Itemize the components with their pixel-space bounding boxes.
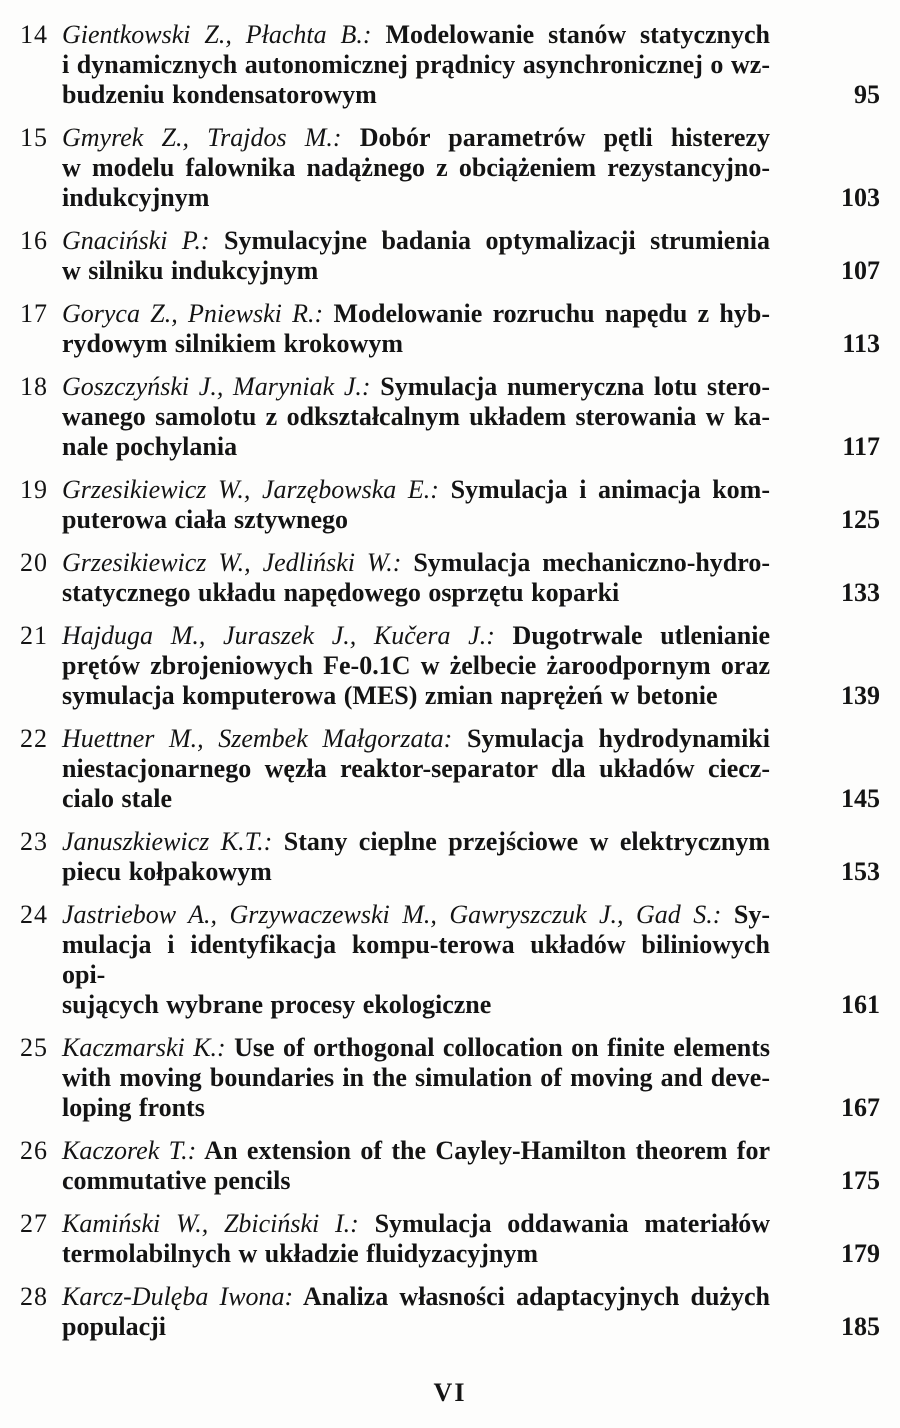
entry-title-first-line: An extension of the Cayley-Hamilton theorem for: [204, 1136, 770, 1165]
entry-title-first-line: Modelowanie rozruchu napędu z hyb-: [333, 299, 771, 328]
toc-entry: [20, 226, 880, 286]
entry-line: symulacja komputerowa (MES) zmian naprężeń w betonie: [62, 681, 718, 710]
entry-page-number: 113: [842, 329, 880, 358]
entry-number: 15: [20, 123, 48, 152]
entry-authors: Gmyrek Z., Trajdos M.:: [62, 123, 342, 152]
entry-line: sujących wybrane procesy ekologiczne: [62, 990, 492, 1019]
entry-page-number: 117: [842, 432, 880, 461]
toc-entry: [20, 372, 880, 462]
entry-number: 26: [20, 1136, 48, 1165]
entry-text: [62, 548, 770, 608]
entry-page-number: 175: [841, 1166, 880, 1195]
entry-line: budzeniu kondensatorowym: [62, 80, 377, 109]
entry-authors: Januszkiewicz K.T.:: [62, 827, 273, 856]
entry-page-number: 145: [841, 784, 880, 813]
entry-authors: Jastriebow A., Grzywaczewski M., Gawryszczuk J., Gad S.:: [62, 900, 722, 929]
entry-authors: Kaczorek T.:: [62, 1136, 197, 1165]
entry-line-1: [62, 724, 770, 754]
entry-text: [62, 1136, 770, 1196]
entry-title-first-line: Symulacja numeryczna lotu stero-: [380, 372, 771, 401]
entry-line-1: [62, 226, 770, 256]
entry-line: nale pochylania: [62, 432, 238, 461]
entry-authors: Goszczyński J., Maryniak J.:: [62, 372, 371, 401]
entry-line: cialo stale: [62, 784, 173, 813]
entry-line-1: [62, 548, 770, 578]
entry-page-number: 107: [841, 256, 880, 285]
entry-authors: Kamiński W., Zbiciński I.:: [62, 1209, 359, 1238]
entry-text: [62, 20, 770, 110]
entry-page-number: 185: [841, 1312, 880, 1341]
entry-page-number: 133: [841, 578, 880, 607]
entry-line-1: [62, 1282, 770, 1312]
entry-line: termolabilnych w układzie fluidyzacyjnym: [62, 1239, 539, 1268]
toc-entries: [20, 20, 880, 1355]
entry-line-1: [62, 123, 770, 153]
toc-entry: [20, 123, 880, 213]
entry-text: [62, 621, 770, 711]
toc-entry: [20, 475, 880, 535]
toc-entry: [20, 1282, 880, 1342]
entry-page-number: 179: [841, 1239, 880, 1268]
entry-line: statycznego układu napędowego osprzętu koparki: [62, 578, 620, 607]
entry-title-first-line: Use of orthogonal collocation on finite elements: [234, 1033, 771, 1062]
entry-page-number: 95: [854, 80, 880, 109]
entry-text: [62, 475, 770, 535]
entry-authors: Grzesikiewicz W., Jarzębowska E.:: [62, 475, 439, 504]
entry-text: [62, 299, 770, 359]
entry-text: [62, 1209, 770, 1269]
entry-line-1: [62, 1033, 770, 1063]
entry-line: puterowa ciała sztywnego: [62, 505, 349, 534]
entry-line: w silniku indukcyjnym: [62, 256, 319, 285]
entry-line-1: [62, 621, 770, 651]
entry-text: [62, 900, 770, 1020]
entry-page-number: 103: [841, 183, 880, 212]
entry-line: indukcyjnym: [62, 183, 210, 212]
entry-text: [62, 827, 770, 887]
entry-line: mulacja i identyfikacja kompu-terowa układów biliniowych opi-: [62, 930, 770, 989]
entry-number: 28: [20, 1282, 48, 1311]
entry-line-1: [62, 372, 770, 402]
entry-authors: Gnaciński P.:: [62, 226, 210, 255]
entry-text: [62, 1033, 770, 1123]
toc-entry: [20, 1033, 880, 1123]
entry-title-first-line: Symulacja oddawania materiałów: [374, 1209, 771, 1238]
entry-number: 21: [20, 621, 48, 650]
entry-line: w modelu falownika nadążnego z obciążeniem rezystancyjno-: [62, 153, 770, 182]
toc-entry: [20, 548, 880, 608]
entry-authors: Kaczmarski K.:: [62, 1033, 226, 1062]
entry-number: 27: [20, 1209, 48, 1238]
entry-title-first-line: Dugotrwale utlenianie: [512, 621, 770, 650]
entry-number: 16: [20, 226, 48, 255]
entry-line: wanego samolotu z odkształcalnym układem sterowania w ka-: [62, 402, 770, 431]
entry-line-1: [62, 1209, 770, 1239]
toc-entry: [20, 20, 880, 110]
entry-line: populacji: [62, 1312, 167, 1341]
entry-number: 22: [20, 724, 48, 753]
entry-line: niestacjonarnego węzła reaktor-separator dla układów ciecz-: [62, 754, 770, 783]
entry-number: 20: [20, 548, 48, 577]
entry-page-number: 167: [841, 1093, 880, 1122]
toc-entry: [20, 299, 880, 359]
entry-line: prętów zbrojeniowych Fe-0.1C w żelbecie żaroodpornym oraz: [62, 651, 770, 680]
entry-text: [62, 724, 770, 814]
toc-entry: [20, 827, 880, 887]
entry-authors: Gientkowski Z., Płachta B.:: [62, 20, 372, 49]
entry-line-1: [62, 475, 770, 505]
entry-number: 25: [20, 1033, 48, 1062]
entry-number: 24: [20, 900, 48, 929]
entry-line: with moving boundaries in the simulation of moving and deve-: [62, 1063, 770, 1092]
entry-number: 14: [20, 20, 48, 49]
entry-authors: Grzesikiewicz W., Jedliński W.:: [62, 548, 402, 577]
entry-page-number: 153: [841, 857, 880, 886]
entry-page-number: 139: [841, 681, 880, 710]
entry-text: [62, 226, 770, 286]
entry-page-number: 161: [841, 990, 880, 1019]
entry-line: piecu kołpakowym: [62, 857, 272, 886]
entry-text: [62, 372, 770, 462]
entry-title-first-line: Stany cieplne przejściowe w elektrycznym: [283, 827, 770, 856]
entry-title-first-line: Sy-: [733, 900, 770, 929]
entry-title-first-line: Modelowanie stanów statycznych: [385, 20, 770, 49]
entry-number: 19: [20, 475, 48, 504]
entry-line: rydowym silnikiem krokowym: [62, 329, 403, 358]
toc-entry: [20, 724, 880, 814]
toc-entry: [20, 900, 880, 1020]
entry-number: 18: [20, 372, 48, 401]
toc-entry: [20, 621, 880, 711]
entry-page-number: 125: [841, 505, 880, 534]
entry-line-1: [62, 900, 770, 930]
entry-line-1: [62, 299, 770, 329]
entry-line-1: [62, 1136, 770, 1166]
entry-authors: Hajduga M., Juraszek J., Kučera J.:: [62, 621, 495, 650]
entry-title-first-line: Symulacyjne badania optymalizacji strumienia: [224, 226, 771, 255]
entry-authors: Karcz-Dulęba Iwona:: [62, 1282, 294, 1311]
entry-number: 17: [20, 299, 48, 328]
entry-text: [62, 123, 770, 213]
entry-line-1: [62, 827, 770, 857]
toc-entry: [20, 1209, 880, 1269]
entry-line: loping fronts: [62, 1093, 205, 1122]
toc-entry: [20, 1136, 880, 1196]
entry-line-1: [62, 20, 770, 50]
entry-title-first-line: Symulacja mechaniczno-hydro-: [413, 548, 771, 577]
entry-title-first-line: Dobór parametrów pętli histerezy: [359, 123, 770, 152]
entry-line: commutative pencils: [62, 1166, 291, 1195]
entry-authors: Goryca Z., Pniewski R.:: [62, 299, 324, 328]
entry-title-first-line: Symulacja i animacja kom-: [450, 475, 770, 504]
entry-number: 23: [20, 827, 48, 856]
entry-authors: Huettner M., Szembek Małgorzata:: [62, 724, 453, 753]
entry-text: [62, 1282, 770, 1342]
entry-title-first-line: Analiza własności adaptacyjnych dużych: [303, 1282, 770, 1311]
entry-line: i dynamicznych autonomicznej prądnicy asynchronicznej o wz-: [62, 50, 770, 79]
page-footer-roman-numeral: VI: [433, 1378, 467, 1407]
entry-title-first-line: Symulacja hydrodynamiki: [466, 724, 770, 753]
